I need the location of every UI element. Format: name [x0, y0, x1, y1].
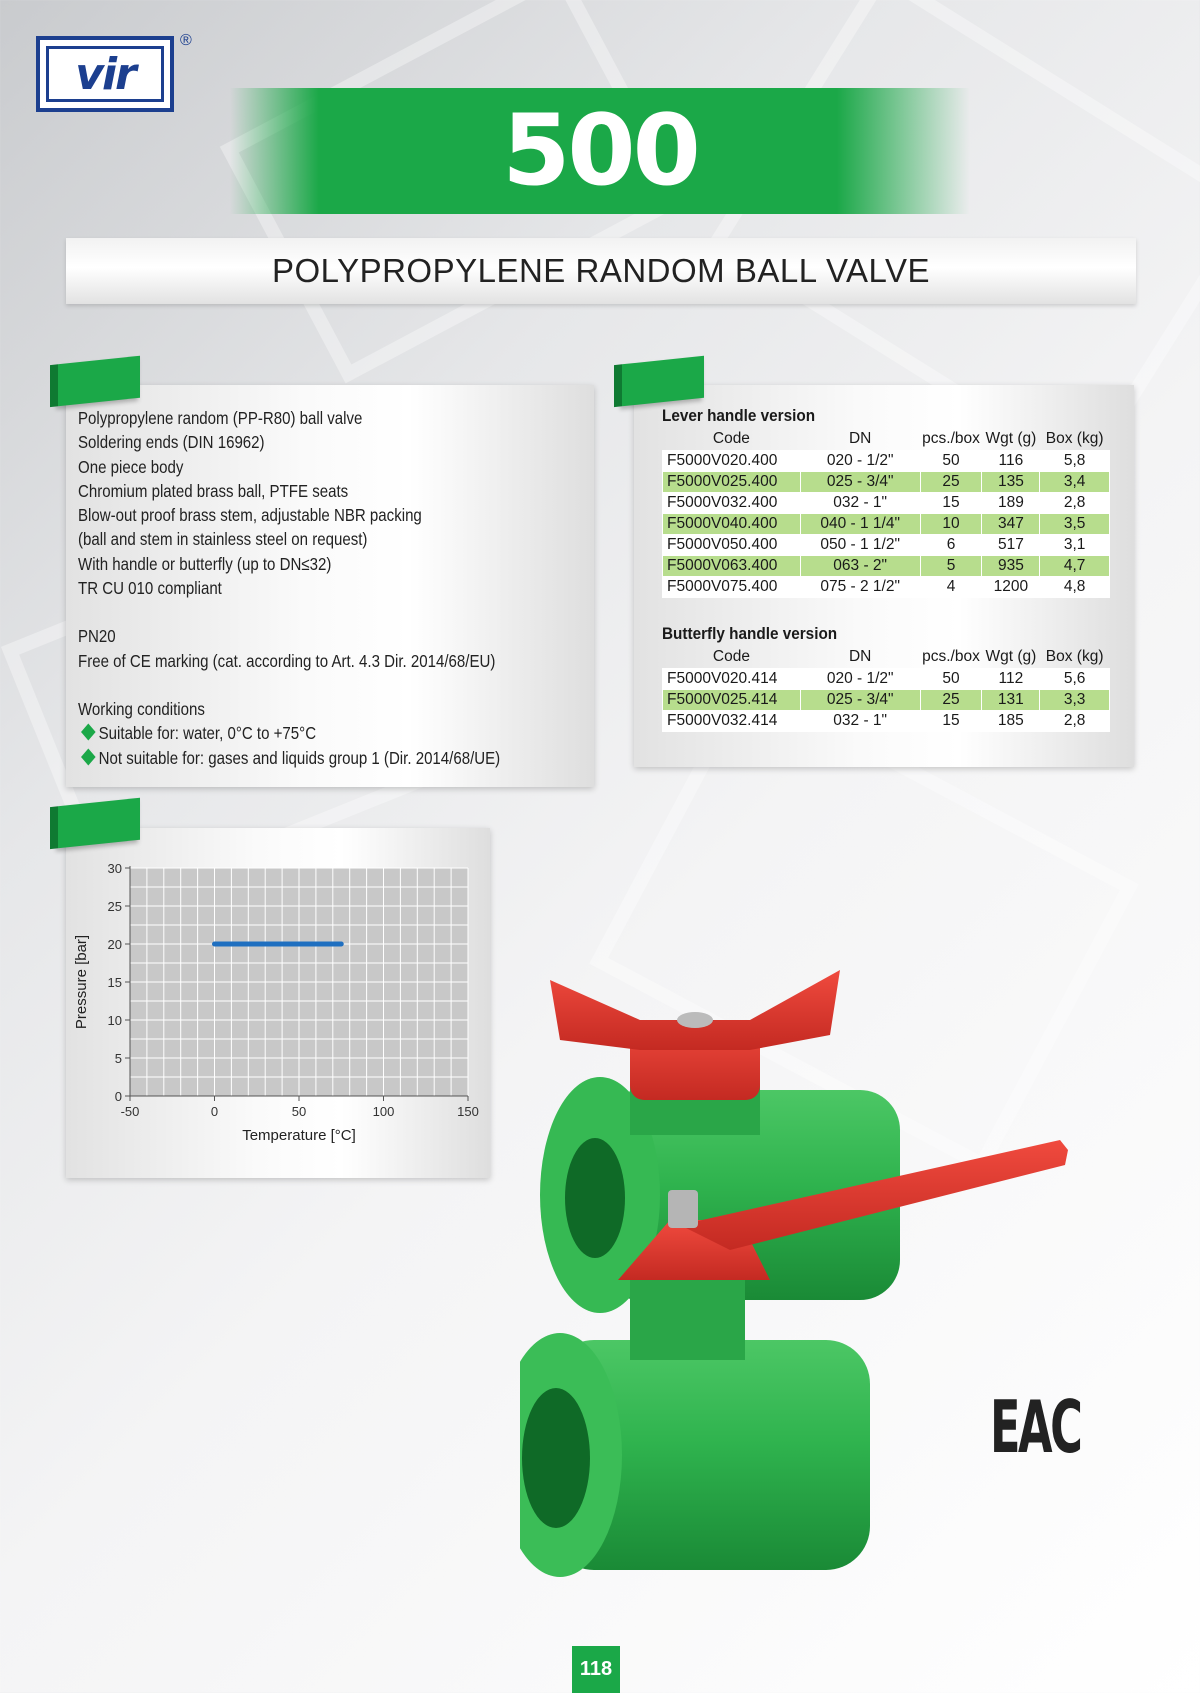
y-tick-label: 10 [107, 1013, 122, 1028]
table-cell: 3,1 [1040, 535, 1110, 556]
diamond-bullet-icon [81, 748, 96, 765]
product-title: POLYPROPYLENE RANDOM BALL VALVE [271, 252, 930, 289]
x-tick-label: 50 [291, 1104, 307, 1119]
diamond-bullet-icon [81, 724, 96, 741]
table-cell: 5 [920, 556, 982, 577]
lever-table [662, 428, 1110, 598]
table-cell: 020 - 1/2" [800, 451, 920, 472]
table-cell: 935 [982, 556, 1040, 577]
table-cell: F5000V050.400 [663, 535, 801, 556]
working-conditions-title: Working conditions [78, 698, 205, 719]
table-cell: 50 [920, 451, 982, 472]
table-cell: 5,6 [1040, 669, 1110, 690]
table-row [663, 535, 1110, 556]
pressure-temperature-chart [66, 828, 490, 1178]
series-banner [230, 88, 970, 214]
table-cell: F5000V025.400 [663, 472, 801, 493]
tables-flag [622, 356, 704, 407]
table-cell: 025 - 3/4" [800, 472, 920, 493]
ce-marking-note: Free of CE marking (cat. according to Art. 4.3 Dir. 2014/68/EU) [78, 650, 496, 671]
table-cell: 3,4 [1040, 472, 1110, 493]
table-cell: 2,8 [1040, 711, 1110, 732]
table-cell: 025 - 3/4" [800, 690, 920, 711]
y-tick-label: 25 [107, 899, 122, 914]
col-dn: DN [848, 648, 872, 665]
table-row [663, 556, 1110, 577]
working-condition-item [78, 746, 508, 770]
pressure-nominal: PN20 [78, 626, 116, 647]
table-cell: F5000V032.400 [663, 493, 801, 514]
features-flag [58, 356, 140, 407]
working-condition-item [78, 721, 508, 745]
page-number: 118 [572, 1646, 620, 1693]
col-weight: Wgt (g) [985, 648, 1037, 665]
table-cell: 4,8 [1040, 577, 1110, 598]
col-weight: Wgt (g) [985, 430, 1037, 447]
table-cell: 15 [920, 493, 982, 514]
col-pcs-box: pcs./box [922, 430, 980, 447]
table-cell: 3,5 [1040, 514, 1110, 535]
table-cell: F5000V075.400 [663, 577, 801, 598]
y-tick-label: 5 [114, 1051, 122, 1066]
table-cell: 040 - 1 1/4" [800, 514, 920, 535]
lever-table-section [662, 406, 1110, 598]
vir-logo [36, 36, 174, 112]
table-cell: 032 - 1" [800, 711, 920, 732]
registered-mark: ® [180, 32, 192, 49]
table-cell: 25 [920, 472, 982, 493]
table-cell: 15 [920, 711, 982, 732]
table-cell: 4 [920, 577, 982, 598]
table-cell: 116 [982, 451, 1040, 472]
features-text [78, 406, 508, 770]
x-axis-label: Temperature [°C] [242, 1127, 356, 1144]
table-cell: 50 [920, 669, 982, 690]
table-cell: 050 - 1 1/2" [800, 535, 920, 556]
butterfly-table-section [662, 624, 1110, 732]
butterfly-table-title: Butterfly handle version [662, 624, 838, 643]
feature-item: Soldering ends (DIN 16962) [78, 432, 265, 453]
lever-table-body [663, 451, 1110, 598]
col-code: Code [712, 648, 750, 665]
working-condition-text: Not suitable for: gases and liquids group 1 (Dir. 2014/68/UE) [98, 747, 501, 768]
logo-text: vir [46, 46, 164, 102]
feature-item: One piece body [78, 456, 184, 477]
table-cell: 5,8 [1040, 451, 1110, 472]
table-cell: 185 [982, 711, 1040, 732]
table-cell: 3,3 [1040, 690, 1110, 711]
table-cell: 347 [982, 514, 1040, 535]
col-dn: DN [848, 430, 872, 447]
table-cell: 135 [982, 472, 1040, 493]
y-tick-label: 20 [107, 937, 122, 952]
table-cell: 020 - 1/2" [800, 669, 920, 690]
series-number: 500 [502, 94, 698, 208]
table-cell: 517 [982, 535, 1040, 556]
y-tick-label: 0 [114, 1089, 122, 1104]
x-tick-label: -50 [120, 1104, 140, 1119]
lever-table-title: Lever handle version [662, 406, 816, 425]
table-row [663, 493, 1110, 514]
x-tick-label: 0 [210, 1104, 219, 1119]
table-cell: 2,8 [1040, 493, 1110, 514]
col-code: Code [712, 430, 750, 447]
feature-item: TR CU 010 compliant [78, 578, 222, 599]
table-cell: 075 - 2 1/2" [800, 577, 920, 598]
col-box-kg: Box (kg) [1045, 648, 1104, 665]
table-cell: 131 [982, 690, 1040, 711]
feature-item: Polypropylene random (PP-R80) ball valve [78, 408, 363, 428]
table-row [663, 472, 1110, 493]
feature-item: Chromium plated brass ball, PTFE seats [78, 480, 349, 501]
product-title-bar [66, 238, 1136, 304]
table-cell: 6 [920, 535, 982, 556]
table-row [663, 577, 1110, 598]
table-cell: 4,7 [1040, 556, 1110, 577]
table-cell: 032 - 1" [800, 493, 920, 514]
table-cell: F5000V040.400 [663, 514, 801, 535]
table-cell: F5000V063.400 [663, 556, 801, 577]
table-cell: 063 - 2" [800, 556, 920, 577]
table-cell: F5000V020.414 [663, 669, 801, 690]
feature-item: Blow-out proof brass stem, adjustable NBR packing [78, 505, 422, 526]
table-cell: 189 [982, 493, 1040, 514]
y-tick-label: 30 [107, 861, 122, 876]
table-row [663, 669, 1110, 690]
col-pcs-box: pcs./box [922, 648, 980, 665]
table-row [663, 451, 1110, 472]
butterfly-table [662, 646, 1110, 732]
table-cell: 10 [920, 514, 982, 535]
table-row [663, 690, 1110, 711]
col-box-kg: Box (kg) [1045, 430, 1104, 447]
x-tick-label: 150 [457, 1104, 479, 1119]
table-cell: 25 [920, 690, 982, 711]
feature-item: (ball and stem in stainless steel on request) [78, 529, 368, 550]
ball-valve-product-image [520, 950, 1170, 1600]
table-cell: F5000V025.414 [663, 690, 801, 711]
working-condition-text: Suitable for: water, 0°C to +75°C [98, 723, 317, 744]
feature-item: With handle or butterfly (up to DN≤32) [78, 553, 332, 574]
table-cell: F5000V032.414 [663, 711, 801, 732]
y-axis-label: Pressure [bar] [73, 934, 90, 1030]
table-cell: F5000V020.400 [663, 451, 801, 472]
eac-certification-mark: EAC [990, 1385, 1081, 1469]
y-tick-label: 15 [107, 975, 122, 990]
table-cell: 1200 [982, 577, 1040, 598]
x-tick-label: 100 [372, 1104, 395, 1119]
table-cell: 112 [982, 669, 1040, 690]
table-row [663, 514, 1110, 535]
butterfly-table-body [663, 669, 1110, 732]
table-row [663, 711, 1110, 732]
